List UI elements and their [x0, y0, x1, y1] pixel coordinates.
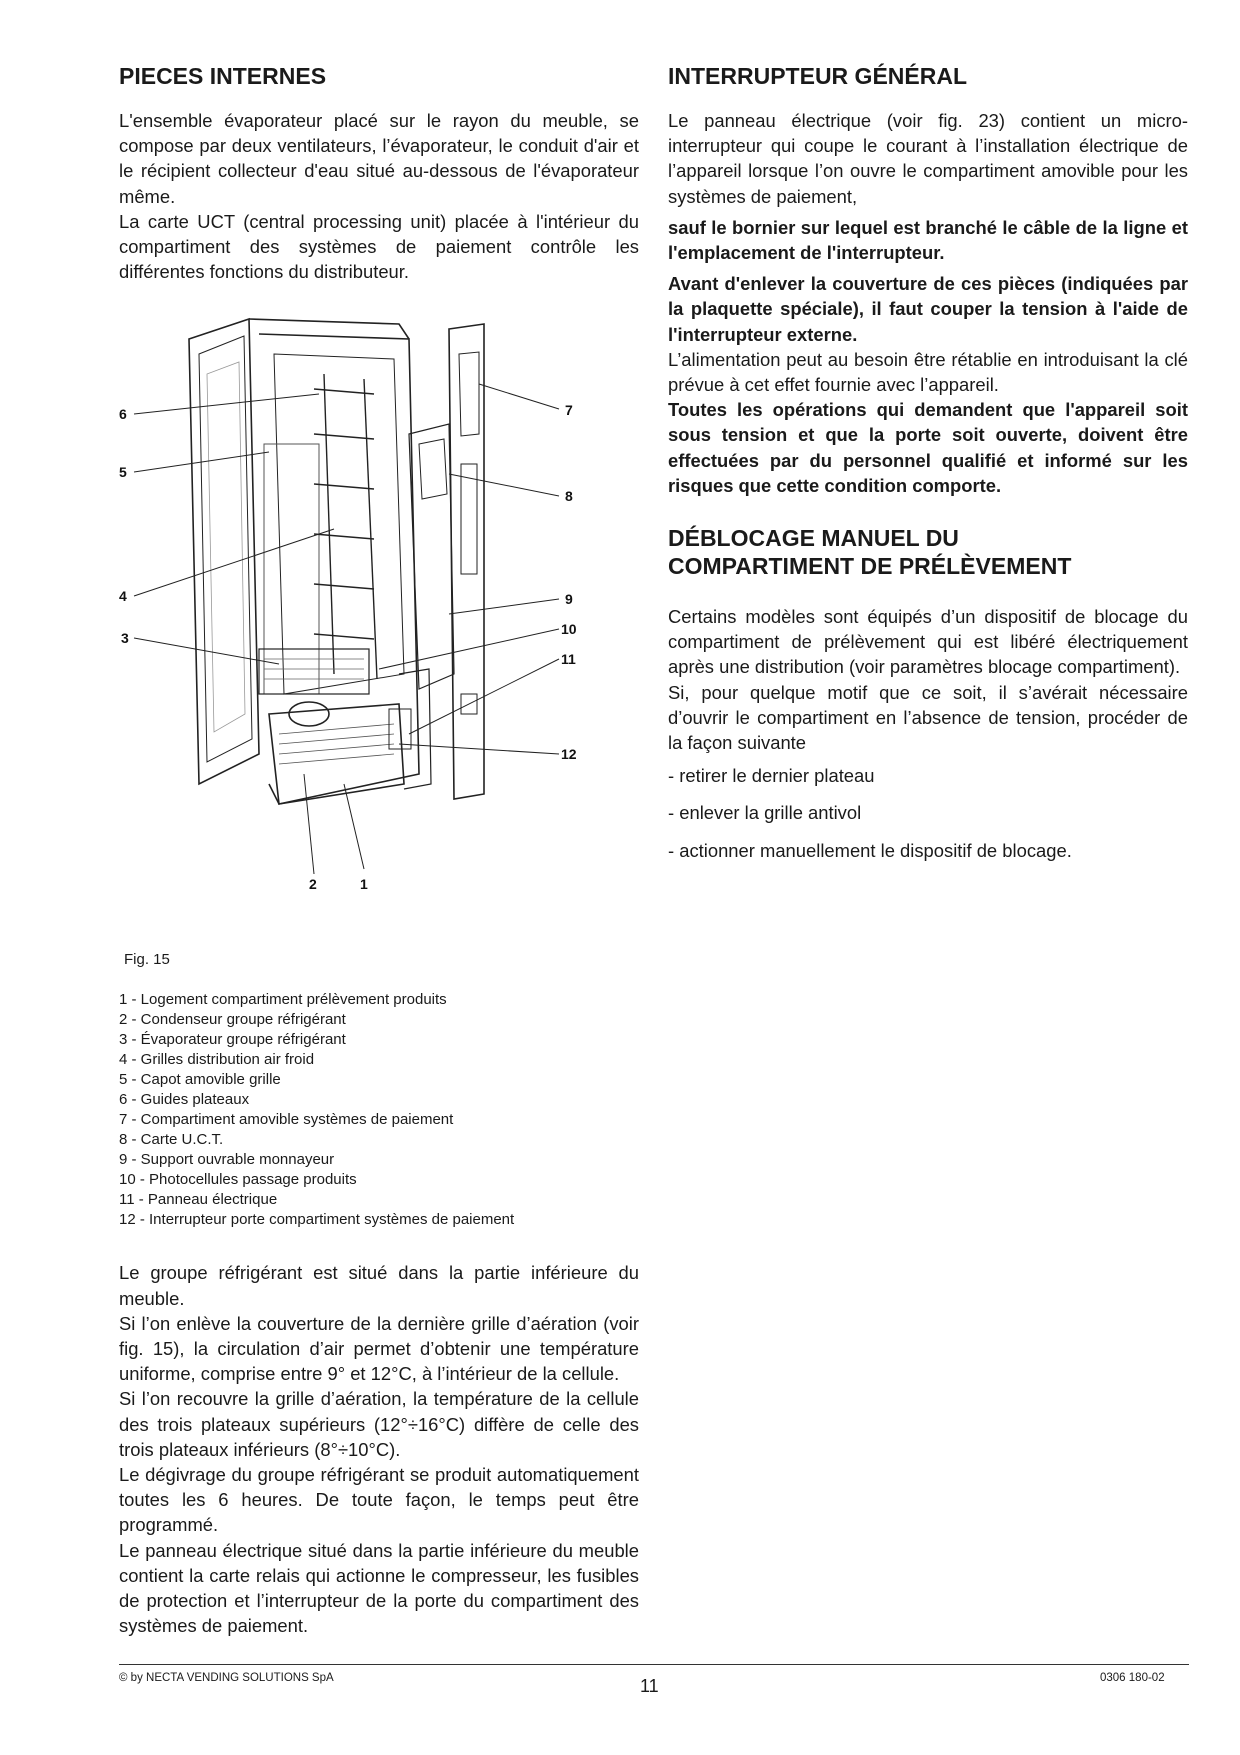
footer-copyright: © by NECTA VENDING SOLUTIONS SpA	[119, 1672, 334, 1684]
section-title-deblocage-line1: DÉBLOCAGE MANUEL DU	[668, 525, 959, 552]
left-column	[119, 62, 639, 1638]
section-title-interrupteur: INTERRUPTEUR GÉNÉRAL	[668, 63, 968, 89]
legend-item: 12 - Interrupteur porte compartiment systèmes de paiement	[119, 1211, 515, 1229]
legend-item: 6 - Guides plateaux	[119, 1091, 250, 1109]
callout-4: 4	[119, 588, 127, 605]
document-code: 0306 180-02	[1100, 1672, 1165, 1684]
callout-7: 7	[565, 402, 573, 419]
legend-item: 5 - Capot amovible grille	[119, 1071, 281, 1089]
callout-12: 12	[561, 746, 577, 763]
body-paragraph-4: Le dégivrage du groupe réfrigérant se produit automatiquement toutes les 6 heures. De toute façon, le temps peut être programmé.	[119, 1464, 639, 1536]
legend-item: 2 - Condenseur groupe réfrigérant	[119, 1011, 346, 1029]
deblocage-step: - retirer le dernier plateau	[668, 765, 875, 787]
body-paragraph-2: Si l’on enlève la couverture de la dernière grille d’aération (voir fig. 15), la circulation d’air permet d’obtenir une température uniforme, comprise entre 9° et 12°C, à l’intérieur de la cellule.	[119, 1312, 639, 1385]
right-column	[668, 62, 1188, 875]
callout-8: 8	[565, 488, 573, 505]
callout-9: 9	[565, 591, 573, 608]
interrupteur-warning: Avant d'enlever la couverture de ces pièces (indiquées par la plaquette spéciale), il faut couper la tension à l'aide de l'interrupteur externe.	[668, 273, 1188, 345]
deblocage-step: - enlever la grille antivol	[668, 802, 862, 824]
callout-5: 5	[119, 464, 127, 481]
legend-item: 10 - Photocellules passage produits	[119, 1171, 357, 1189]
callout-6: 6	[119, 406, 127, 423]
deblocage-paragraph-2: Si, pour quelque motif que ce soit, il s’avérait nécessaire d’ouvrir le compartiment en l’absence de tension, procéder de la façon suivante	[668, 681, 1188, 754]
figure-caption: Fig. 15	[124, 951, 170, 969]
legend-item: 7 - Compartiment amovible systèmes de paiement	[119, 1111, 454, 1129]
body-paragraph-1: Le groupe réfrigérant est situé dans la partie inférieure du meuble.	[119, 1262, 639, 1309]
body-paragraph-3: Si l’on recouvre la grille d’aération, la température de la cellule des trois plateaux supérieurs (12°÷16°C) diffère de celle des trois plateaux inférieurs (8°÷10°C).	[119, 1388, 639, 1460]
callout-2: 2	[309, 876, 317, 893]
intro-paragraph-1: L'ensemble évaporateur placé sur le rayon du meuble, se compose par deux ventilateurs, l’évaporateur, le conduit d'air et le récipient collecteur d'eau situé au-dessous de l'évaporateur même.	[119, 110, 639, 207]
interrupteur-paragraph-2: sauf le bornier sur lequel est branché le câble de la ligne et l'emplacement de l'interrupteur.	[668, 216, 1188, 264]
section-title-deblocage	[668, 524, 1188, 580]
deblocage-step: - actionner manuellement le dispositif de blocage.	[668, 839, 1072, 861]
body-paragraph-5: Le panneau électrique situé dans la partie inférieure du meuble contient la carte relais qui actionne le compresseur, les fusibles de protection et l’interrupteur de la porte du compartiment des systèmes de paiement.	[119, 1539, 639, 1637]
intro-paragraph-2: La carte UCT (central processing unit) placée à l'intérieur du compartiment des systèmes de paiement contrôle les différentes fonctions du distributeur.	[119, 210, 639, 283]
figure-legend	[119, 990, 639, 1230]
callout-1: 1	[360, 876, 368, 893]
callout-10: 10	[561, 621, 577, 638]
deblocage-paragraph-1: Certains modèles sont équipés d’un dispositif de blocage du compartiment de prélèvement qui est libéré électriquement après une distribution (voir paramètres blocage compartiment).	[668, 606, 1188, 678]
legend-item: 4 - Grilles distribution air froid	[119, 1051, 315, 1069]
figure-15	[119, 314, 639, 969]
legend-item: 9 - Support ouvrable monnayeur	[119, 1151, 335, 1169]
evaporator-block	[259, 649, 369, 694]
footer-divider	[119, 1664, 1189, 1665]
interrupteur-paragraph-1: Le panneau électrique (voir fig. 23) contient un micro-interrupteur qui coupe le courant à l’installation électrique de l’appareil lorsque l’on ouvre le compartiment amovible pour les systèmes de paiement,	[668, 110, 1188, 207]
refrigeration-text	[119, 1260, 639, 1638]
section-title-deblocage-line2: COMPARTIMENT DE PRÉLÈVEMENT	[668, 553, 1072, 580]
legend-item: 1 - Logement compartiment prélèvement produits	[119, 991, 447, 1009]
legend-item: 11 - Panneau électrique	[119, 1191, 278, 1209]
callout-11: 11	[561, 651, 576, 668]
tray-guides	[314, 374, 377, 679]
interrupteur-paragraph-4: L’alimentation peut au besoin être rétablie en introduisant la clé prévue à cet effet fournie avec l’appareil.	[668, 348, 1188, 396]
section-title-pieces-internes: PIECES INTERNES	[119, 63, 327, 89]
legend-item: 8 - Carte U.C.T.	[119, 1131, 224, 1149]
legend-item: 3 - Évaporateur groupe réfrigérant	[119, 1031, 346, 1049]
lower-compartment	[269, 704, 404, 804]
page-number: 11	[640, 1676, 659, 1696]
callout-3: 3	[121, 630, 129, 647]
interrupteur-safety-note: Toutes les opérations qui demandent que l'appareil soit sous tension et que la porte soit ouverte, doivent être effectuées par du personnel qualifié et informé sur les risques que cette condition comporte.	[668, 399, 1188, 496]
leader-lines	[134, 384, 559, 874]
